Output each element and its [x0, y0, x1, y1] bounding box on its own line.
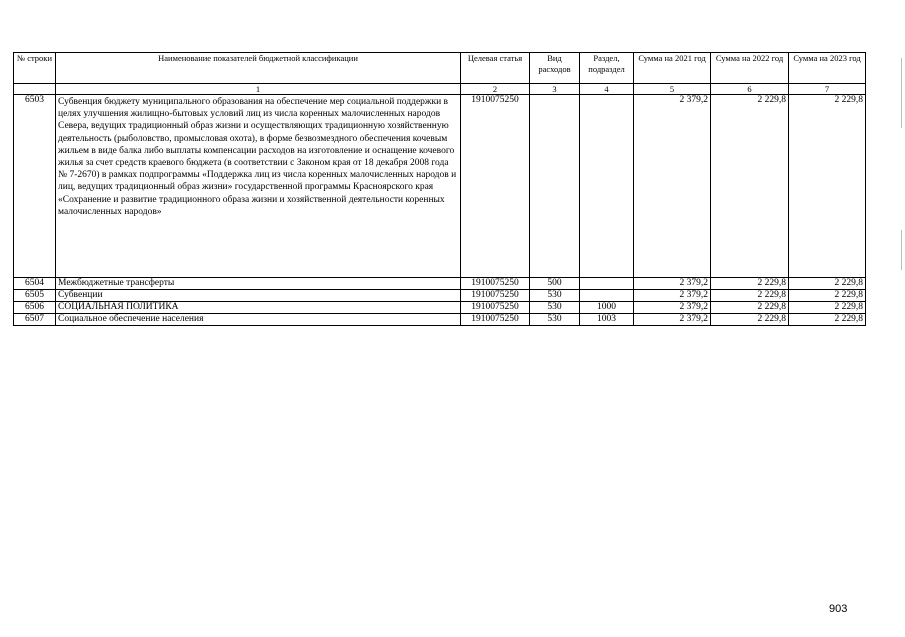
header-name: Наименование показателей бюджетной классификации — [56, 53, 461, 84]
row-section — [580, 278, 634, 290]
row-name: Субвенции — [56, 290, 461, 302]
row-sum-2022: 2 229,8 — [711, 290, 789, 302]
row-section: 1000 — [580, 302, 634, 314]
column-number-row — [14, 84, 866, 95]
row-sum-2023: 2 229,8 — [789, 302, 866, 314]
column-number: 2 — [461, 84, 530, 95]
row-sum-2023: 2 229,8 — [789, 95, 866, 278]
table-row — [14, 290, 866, 302]
table-row — [14, 302, 866, 314]
row-sum-2023: 2 229,8 — [789, 290, 866, 302]
row-expense-type: 530 — [530, 314, 580, 326]
page-number: 903 — [829, 603, 848, 615]
table-body — [14, 95, 866, 326]
column-number: 5 — [634, 84, 711, 95]
row-number: 6504 — [14, 278, 56, 290]
row-name: Субвенция бюджету муниципального образования на обеспечение мер социальной поддержки в целях улучшения жилищно-бытовых условий лиц из числа коренных малочисленных народов Севера, ведущих традиционный образ жизни и осуществляющих традиционную хозяйственную деятельность (рыболовство, промысловая охота), в форме безвозмездного обеспечения кочевым жильем в виде балка либо выплаты компенсации расходов на изготовление и оснащение кочевого жилья за счет средств краевого бюджета (в соответствии с Законом края от 18 декабря 2008 года № 7-2670) в рамках подпрограммы «Поддержка лиц из числа коренных малочисленных народов и лиц, ведущих традиционный образ жизни» государственной программы Красноярского края «Сохранение и развитие традиционного образа жизни и хозяйственной деятельности коренных малочисленных народов» — [56, 95, 461, 278]
row-number: 6505 — [14, 290, 56, 302]
header-section: Раздел, подраздел — [580, 53, 634, 84]
header-expense-type: Вид расходов — [530, 53, 580, 84]
row-sum-2021: 2 379,2 — [634, 302, 711, 314]
row-sum-2023: 2 229,8 — [789, 314, 866, 326]
column-number: 7 — [789, 84, 866, 95]
row-name: СОЦИАЛЬНАЯ ПОЛИТИКА — [56, 302, 461, 314]
row-expense-type: 530 — [530, 302, 580, 314]
row-number: 6506 — [14, 302, 56, 314]
column-number: 1 — [56, 84, 461, 95]
row-target-article: 1910075250 — [461, 290, 530, 302]
row-target-article: 1910075250 — [461, 314, 530, 326]
table-header — [14, 53, 866, 84]
table-row — [14, 314, 866, 326]
row-number: 6507 — [14, 314, 56, 326]
row-section: 1003 — [580, 314, 634, 326]
row-target-article: 1910075250 — [461, 302, 530, 314]
row-sum-2021: 2 379,2 — [634, 290, 711, 302]
budget-table — [13, 52, 866, 326]
row-section — [580, 95, 634, 278]
row-sum-2021: 2 379,2 — [634, 95, 711, 278]
row-sum-2021: 2 379,2 — [634, 278, 711, 290]
row-expense-type: 500 — [530, 278, 580, 290]
scan-artifact-line — [901, 58, 902, 128]
row-name: Социальное обеспечение населения — [56, 314, 461, 326]
row-sum-2022: 2 229,8 — [711, 302, 789, 314]
row-sum-2022: 2 229,8 — [711, 278, 789, 290]
header-sum-2021: Сумма на 2021 год — [634, 53, 711, 84]
row-number: 6503 — [14, 95, 56, 278]
row-target-article: 1910075250 — [461, 278, 530, 290]
row-name: Межбюджетные трансферты — [56, 278, 461, 290]
table-row — [14, 278, 866, 290]
row-sum-2022: 2 229,8 — [711, 95, 789, 278]
row-sum-2023: 2 229,8 — [789, 278, 866, 290]
table-row — [14, 95, 866, 278]
row-expense-type: 530 — [530, 290, 580, 302]
scan-artifact-line — [901, 230, 902, 270]
row-target-article: 1910075250 — [461, 95, 530, 278]
header-sum-2022: Сумма на 2022 год — [711, 53, 789, 84]
row-sum-2022: 2 229,8 — [711, 314, 789, 326]
row-expense-type — [530, 95, 580, 278]
header-sum-2023: Сумма на 2023 год — [789, 53, 866, 84]
column-number: 6 — [711, 84, 789, 95]
header-row-no: № строки — [14, 53, 56, 84]
row-sum-2021: 2 379,2 — [634, 314, 711, 326]
column-number: 4 — [580, 84, 634, 95]
row-section — [580, 290, 634, 302]
header-target-article: Целевая статья — [461, 53, 530, 84]
column-number-blank — [14, 84, 56, 95]
column-number: 3 — [530, 84, 580, 95]
